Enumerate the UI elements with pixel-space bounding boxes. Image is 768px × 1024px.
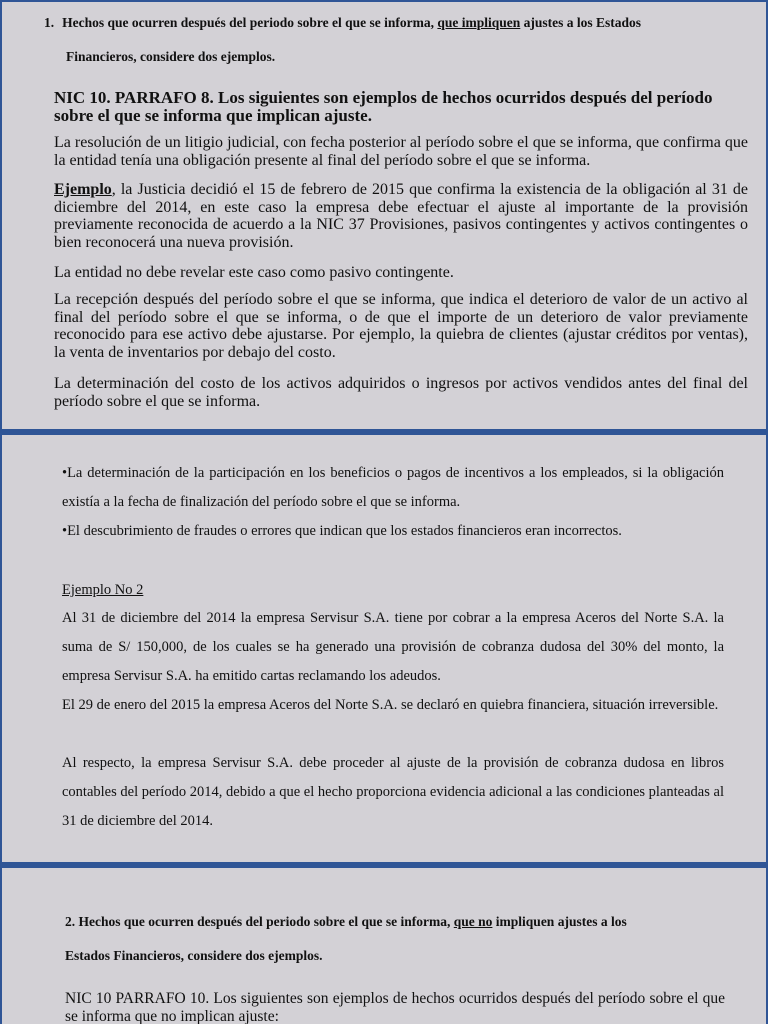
question-1-number: 1. <box>44 15 55 30</box>
paragraph-deterioro: La recepción después del período sobre el que se informa, que indica el deterioro de valor de un activo al final del período sobre el que se informa, o de que el importe de un deterioro de valor previamente reconocido para ese activo debe ajustarse. Por ejemplo, la quiebra de clientes (ajustar créditos por ventas), la venta de inventarios por debajo del costo. <box>54 291 748 361</box>
question-1-text-post: ajustes a los Estados <box>523 15 642 30</box>
bullet-participacion-beneficios: •La determinación de la participación en los beneficios o pagos de incentivos a los empleados, si la obligación existía a la fecha de finalización del período sobre el que se informa. <box>62 465 724 510</box>
page-2 <box>2 435 766 862</box>
page-1 <box>2 2 766 429</box>
ejemplo-label: Ejemplo <box>54 181 112 198</box>
question-2-text-post: impliquen ajustes a los <box>495 914 627 929</box>
question-2-underlined: que no <box>453 914 493 929</box>
question-2-heading-line2: Estados Financieros, considere dos ejemplos. <box>65 948 323 963</box>
paragraph-pasivo-contingente: La entidad no debe revelar este caso como pasivo contingente. <box>54 264 454 281</box>
bullet-fraudes-errores: •El descubrimiento de fraudes o errores que indican que los estados financieros eran incorrectos. <box>62 523 622 539</box>
nic10-paragraph10-text: NIC 10 PARRAFO 10. Los siguientes son ejemplos de hechos ocurridos después del período sobre el que se informa que no implican ajuste: <box>65 990 725 1024</box>
nic10-paragraph8-title: NIC 10. PARRAFO 8. Los siguientes son ejemplos de hechos ocurridos después del período sobre el que se informa que implican ajuste. <box>54 88 713 125</box>
question-1-text-pre: Hechos que ocurren después del periodo sobre el que se informa, <box>62 15 435 30</box>
question-1-underlined: que impliquen <box>437 15 521 30</box>
question-1-heading <box>44 6 744 40</box>
paragraph-costo-activos: La determinación del costo de los activos adquiridos o ingresos por activos vendidos antes del final del período sobre el que se informa. <box>54 375 748 410</box>
example-2-paragraph-3: Al respecto, la empresa Servisur S.A. debe proceder al ajuste de la provisión de cobranza dudosa en libros contables del período 2014, debido a que el hecho proporciona evidencia adicional a las condiciones planteadas al 31 de diciembre del 2014. <box>62 755 724 829</box>
paragraph-ejemplo <box>54 181 748 251</box>
example-2-paragraph-1: Al 31 de diciembre del 2014 la empresa Servisur S.A. tiene por cobrar a la empresa Aceros del Norte S.A. la suma de S/ 150,000, de los cuales se ha generado una provisión de cobranza dudosa del 30% del monto, la empresa Servisur S.A. ha emitido cartas reclamando los adeudos. <box>62 610 724 684</box>
question-1-heading-line2: Financieros, considere dos ejemplos. <box>66 49 276 64</box>
ejemplo-text: , la Justicia decidió el 15 de febrero de 2015 que confirma la existencia de la obligación al 31 de diciembre del 2014, en este caso la empresa debe efectuar el ajuste al importante de la provisión previamente reconocida de acuerdo a la NIC 37 Provisiones, pasivos contingentes y activos contingentes o bien reconocerá una nueva provisión. <box>54 181 748 251</box>
page-3 <box>2 868 766 1024</box>
question-2-text-pre: 2. Hechos que ocurren después del periodo sobre el que se informa, <box>65 914 451 929</box>
example-2-title: Ejemplo No 2 <box>62 582 144 598</box>
example-2-paragraph-2: El 29 de enero del 2015 la empresa Aceros del Norte S.A. se declaró en quiebra financiera, situación irreversible. <box>62 697 719 713</box>
question-2-heading <box>65 905 745 939</box>
paragraph-litigio: La resolución de un litigio judicial, con fecha posterior al período sobre el que se informa, que confirma que la entidad tenía una obligación presente al final del período sobre el que se informa. <box>54 134 748 169</box>
